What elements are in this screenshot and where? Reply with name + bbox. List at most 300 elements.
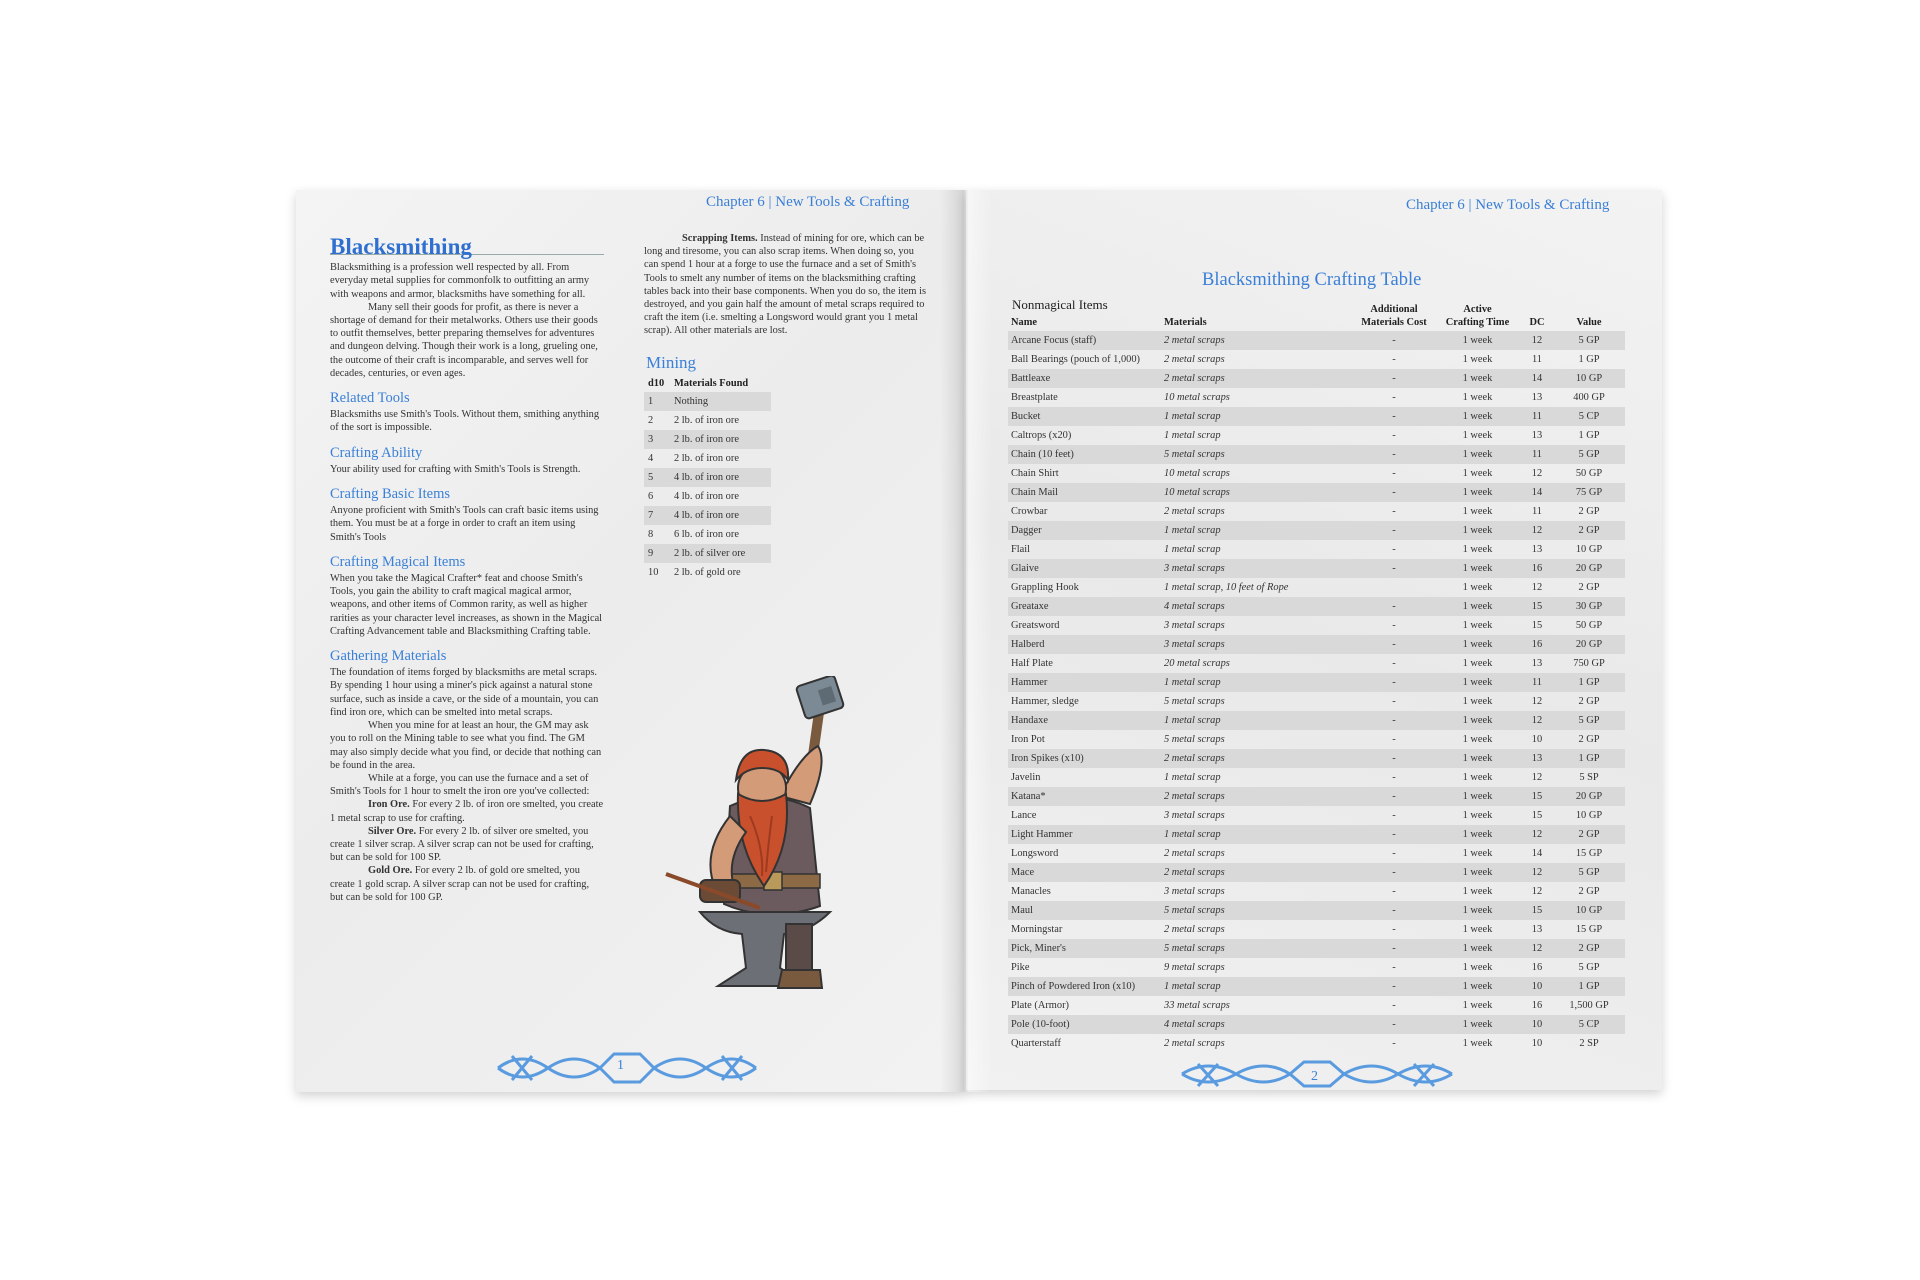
crafting-time-cell: 1 week [1434, 787, 1521, 806]
dc-cell: 11 [1521, 673, 1553, 692]
materials-cell: 1 metal scrap [1161, 825, 1354, 844]
materials-cell: 2 metal scraps [1161, 331, 1354, 350]
materials-cell: 5 metal scraps [1164, 696, 1225, 707]
table-row [1008, 844, 1625, 863]
additional-cost-cell: - [1354, 787, 1434, 806]
value-cell: 1 GP [1553, 673, 1625, 692]
item-name-cell: Plate (Armor) [1011, 1000, 1069, 1011]
mining-material-cell: 2 lb. of iron ore [674, 452, 739, 464]
item-name-cell: Breastplate [1011, 392, 1058, 403]
item-name-cell: Hammer, sledge [1011, 696, 1079, 707]
materials-cell: 10 metal scraps [1164, 392, 1230, 403]
crafting-time-cell: 1 week [1434, 483, 1521, 502]
iron-ore-rule [330, 798, 604, 824]
item-name-cell: Katana* [1008, 787, 1161, 806]
dc-cell: 11 [1531, 354, 1542, 365]
crafting-time-cell: 1 week [1434, 635, 1521, 654]
table-row [1008, 920, 1625, 939]
value-cell: 2 GP [1578, 506, 1600, 517]
gold-ore-rule [330, 864, 604, 904]
materials-cell: 10 metal scraps [1161, 483, 1354, 502]
mining-header-materials: Materials Found [674, 377, 749, 389]
additional-cost-cell: - [1392, 468, 1396, 479]
dwarf-blacksmith-illustration [660, 676, 890, 1000]
crafting-time-cell: 1 week [1462, 658, 1493, 669]
additional-cost-cell: - [1392, 772, 1396, 783]
crafting-time-cell: 1 week [1434, 673, 1521, 692]
item-name-cell: Chain Mail [1008, 483, 1161, 502]
value-cell: 2 GP [1578, 582, 1600, 593]
dc-cell: 10 [1531, 734, 1543, 745]
value-cell: 10 GP [1575, 810, 1603, 821]
item-name-cell: Halberd [1008, 635, 1161, 654]
book-spine [940, 190, 992, 1092]
craft-table-title: Blacksmithing Crafting Table [1202, 270, 1422, 290]
table-row [1008, 977, 1625, 996]
intro-paragraph-1: Blacksmithing is a profession well respected by all. From everyday metal supplies for commonfolk to outfitting an army with weapons and armor, blacksmiths have something for all. [330, 262, 590, 300]
dc-cell: 15 [1521, 597, 1553, 616]
additional-cost-cell: - [1354, 711, 1434, 730]
value-cell: 5 SP [1579, 772, 1599, 783]
value-cell: 5 GP [1553, 711, 1625, 730]
dc-cell: 13 [1531, 924, 1543, 935]
additional-cost-cell: - [1354, 635, 1434, 654]
page-number-right: 2 [1311, 1069, 1318, 1084]
materials-cell: 2 metal scraps [1161, 863, 1354, 882]
materials-cell: 1 metal scrap [1164, 430, 1221, 441]
mining-heading: Mining [646, 352, 697, 372]
iron-ore-text: For every 2 lb. of iron ore smelted, you create 1 metal scrap to use for crafting. [330, 799, 604, 824]
additional-cost-cell: - [1354, 977, 1434, 996]
dc-cell: 14 [1531, 848, 1543, 859]
materials-cell: 2 metal scraps [1161, 369, 1354, 388]
table-row [1008, 768, 1625, 787]
basic-items-heading: Crafting Basic Items [330, 486, 451, 503]
iron-ore-lead: Iron Ore. [368, 799, 410, 811]
item-name-cell: Half Plate [1011, 658, 1053, 669]
mining-row [644, 468, 771, 487]
additional-cost-cell: - [1354, 559, 1434, 578]
dc-cell: 10 [1521, 1015, 1553, 1034]
crafting-time-cell: 1 week [1462, 430, 1493, 441]
value-cell: 15 GP [1575, 848, 1603, 859]
additional-cost-cell: - [1354, 597, 1434, 616]
table-row [1008, 635, 1625, 654]
materials-cell: 2 metal scraps [1164, 848, 1225, 859]
dc-cell: 15 [1531, 810, 1543, 821]
table-row [1008, 1015, 1625, 1034]
mining-roll-cell: 5 [644, 468, 670, 487]
table-row [1008, 939, 1625, 958]
gold-ore-text: For every 2 lb. of gold ore smelted, you create 1 gold scrap. A silver scrap can not be used for crafting, but can be sold for 100 GP. [330, 865, 590, 903]
mining-roll-cell: 8 [648, 528, 654, 540]
item-name-cell: Longsword [1011, 848, 1059, 859]
dc-cell: 12 [1521, 331, 1553, 350]
mining-roll-cell: 10 [648, 566, 659, 578]
value-cell: 2 GP [1553, 939, 1625, 958]
additional-cost-cell: - [1392, 848, 1396, 859]
additional-cost-cell: - [1354, 445, 1434, 464]
running-head-left: Chapter 6 | New Tools & Crafting [706, 194, 910, 210]
item-name-cell: Greatsword [1011, 620, 1060, 631]
dc-cell: 14 [1521, 369, 1553, 388]
mining-roll-cell: 2 [648, 414, 654, 426]
table-row [1008, 749, 1625, 768]
mining-row [644, 411, 771, 430]
table-row [1008, 806, 1625, 825]
crafting-time-cell: 1 week [1462, 886, 1493, 897]
materials-cell: 3 metal scraps [1161, 635, 1354, 654]
materials-cell: 1 metal scrap [1164, 544, 1221, 555]
gathering-heading: Gathering Materials [330, 648, 447, 665]
crafting-time-cell: 1 week [1462, 1000, 1493, 1011]
mining-roll-cell: 4 [648, 452, 654, 464]
materials-cell: 2 metal scraps [1161, 787, 1354, 806]
additional-cost-cell: - [1392, 962, 1396, 973]
crafting-time-cell: 1 week [1462, 544, 1493, 555]
dc-cell: 12 [1521, 825, 1553, 844]
additional-cost-cell [1354, 578, 1434, 597]
item-name-cell: Hammer [1008, 673, 1161, 692]
table-row [1008, 711, 1625, 730]
additional-cost-cell: - [1392, 620, 1396, 631]
additional-cost-cell: - [1392, 544, 1396, 555]
materials-cell: 3 metal scraps [1161, 559, 1354, 578]
table-row [1008, 369, 1625, 388]
dc-cell: 12 [1521, 711, 1553, 730]
item-name-cell: Lance [1011, 810, 1037, 821]
item-name-cell: Caltrops (x20) [1011, 430, 1072, 441]
header-additional-cost: Additional Materials Cost [1361, 304, 1427, 328]
running-head-right: Chapter 6 | New Tools & Crafting [1406, 197, 1610, 213]
value-cell: 20 GP [1553, 635, 1625, 654]
dc-cell: 15 [1531, 620, 1543, 631]
crafting-time-cell: 1 week [1434, 331, 1521, 350]
table-row [1008, 407, 1625, 426]
dc-cell: 12 [1521, 863, 1553, 882]
value-cell: 1 GP [1578, 354, 1600, 365]
additional-cost-cell: - [1354, 939, 1434, 958]
value-cell: 2 GP [1553, 521, 1625, 540]
mining-material-cell: 2 lb. of silver ore [670, 544, 771, 563]
crafting-time-cell: 1 week [1462, 810, 1493, 821]
additional-cost-cell: - [1392, 430, 1396, 441]
value-cell: 75 GP [1553, 483, 1625, 502]
materials-cell: 4 metal scraps [1161, 597, 1354, 616]
crafting-time-cell: 1 week [1462, 924, 1493, 935]
crafting-time-cell: 1 week [1434, 521, 1521, 540]
left-column-1 [330, 234, 604, 904]
nonmagical-section-label: Nonmagical Items [1012, 297, 1108, 312]
table-row [1008, 597, 1625, 616]
materials-cell: 5 metal scraps [1161, 939, 1354, 958]
item-name-cell: Pick, Miner's [1008, 939, 1161, 958]
item-name-cell: Maul [1008, 901, 1161, 920]
item-name-cell: Iron Spikes (x10) [1008, 749, 1161, 768]
additional-cost-cell: - [1392, 506, 1396, 517]
crafting-time-cell: 1 week [1462, 734, 1493, 745]
additional-cost-cell: - [1392, 924, 1396, 935]
materials-cell: 1 metal scrap [1161, 673, 1354, 692]
table-row [1008, 483, 1625, 502]
knotwork-ornament-left [492, 1048, 762, 1088]
crafting-time-cell: 1 week [1434, 369, 1521, 388]
value-cell: 400 GP [1573, 392, 1605, 403]
mining-row [644, 525, 771, 544]
mining-material-cell: 2 lb. of iron ore [670, 430, 771, 449]
item-name-cell: Arcane Focus (staff) [1008, 331, 1161, 350]
mining-row [644, 449, 771, 468]
mining-roll-cell: 3 [644, 430, 670, 449]
materials-cell: 5 metal scraps [1164, 734, 1225, 745]
additional-cost-cell: - [1354, 521, 1434, 540]
item-name-cell: Dagger [1008, 521, 1161, 540]
crafting-time-cell: 1 week [1462, 962, 1493, 973]
item-name-cell: Pinch of Powdered Iron (x10) [1008, 977, 1161, 996]
dc-cell: 12 [1531, 582, 1543, 593]
mining-roll-cell: 1 [644, 392, 670, 411]
value-cell: 10 GP [1553, 901, 1625, 920]
value-cell: 30 GP [1553, 597, 1625, 616]
table-row [1008, 521, 1625, 540]
additional-cost-cell: - [1354, 863, 1434, 882]
crafting-time-cell: 1 week [1462, 848, 1493, 859]
materials-cell: 1 metal scrap [1164, 772, 1221, 783]
gathering-paragraph-3: While at a forge, you can use the furnace and a set of Smith's Tools for 1 hour to smelt the iron ore you've collected: [330, 772, 590, 798]
table-row [1008, 901, 1625, 920]
value-cell: 10 GP [1575, 544, 1603, 555]
value-cell: 5 GP [1553, 863, 1625, 882]
crafting-time-cell: 1 week [1462, 468, 1493, 479]
table-row [1008, 540, 1625, 559]
header-dc: DC [1529, 317, 1545, 328]
item-name-cell: Javelin [1011, 772, 1041, 783]
silver-ore-text: For every 2 lb. of silver ore smelted, you create 1 silver scrap. A silver scrap can not be used for crafting, but can be sold for 100 SP. [330, 825, 594, 864]
mining-row [644, 506, 771, 525]
table-row [1008, 692, 1625, 711]
dc-cell: 11 [1521, 407, 1553, 426]
value-cell: 2 GP [1553, 825, 1625, 844]
materials-cell: 3 metal scraps [1164, 620, 1225, 631]
table-row [1008, 996, 1625, 1015]
dc-cell: 16 [1531, 1000, 1543, 1011]
value-cell: 15 GP [1575, 924, 1603, 935]
table-row [1008, 578, 1625, 597]
dc-cell: 13 [1531, 544, 1543, 555]
value-cell: 50 GP [1575, 468, 1603, 479]
gold-ore-lead: Gold Ore. [368, 865, 413, 877]
additional-cost-cell: - [1392, 1038, 1396, 1049]
crafting-time-cell: 1 week [1434, 711, 1521, 730]
mining-row [644, 430, 771, 449]
item-name-cell: Light Hammer [1008, 825, 1161, 844]
mining-material-cell: 4 lb. of iron ore [670, 506, 771, 525]
crafting-time-cell: 1 week [1434, 559, 1521, 578]
magical-items-text: When you take the Magical Crafter* feat and choose Smith's Tools, you gain the ability to craft magical magical armor, weapons, and other items of Common rarity, as well as higher rarities as your character level increases, as shown in the Magical Crafting Advancement table and Blacksmithing Crafting table. [330, 573, 603, 637]
value-cell: 2 GP [1578, 886, 1600, 897]
header-value: Value [1576, 317, 1602, 328]
value-cell: 1 GP [1578, 430, 1600, 441]
mining-row [644, 392, 771, 411]
materials-cell: 2 metal scraps [1164, 506, 1225, 517]
dc-cell: 13 [1531, 658, 1543, 669]
value-cell: 50 GP [1575, 620, 1603, 631]
table-row [1008, 502, 1625, 521]
dc-cell: 13 [1531, 392, 1543, 403]
materials-cell: 1 metal scrap, 10 feet of Rope [1164, 582, 1289, 593]
header-name: Name [1011, 317, 1037, 328]
additional-cost-cell: - [1354, 407, 1434, 426]
item-name-cell: Manacles [1011, 886, 1051, 897]
value-cell: 5 GP [1578, 962, 1600, 973]
additional-cost-cell: - [1392, 810, 1396, 821]
value-cell: 5 CP [1553, 1015, 1625, 1034]
item-name-cell: Crowbar [1011, 506, 1048, 517]
table-row [1008, 958, 1625, 977]
additional-cost-cell: - [1392, 392, 1396, 403]
dc-cell: 13 [1531, 430, 1543, 441]
item-name-cell: Flail [1011, 544, 1031, 555]
table-row [1008, 1034, 1625, 1053]
additional-cost-cell: - [1354, 825, 1434, 844]
additional-cost-cell: - [1354, 673, 1434, 692]
materials-cell: 2 metal scraps [1164, 354, 1225, 365]
crafting-time-cell: 1 week [1434, 863, 1521, 882]
table-row [1008, 616, 1625, 635]
crafting-time-cell: 1 week [1434, 901, 1521, 920]
left-column-2 [644, 232, 930, 582]
dc-cell: 12 [1531, 696, 1543, 707]
additional-cost-cell: - [1392, 734, 1396, 745]
value-cell: 20 GP [1553, 787, 1625, 806]
materials-cell: 3 metal scraps [1164, 810, 1225, 821]
page-number-left: 1 [617, 1058, 624, 1073]
blacksmithing-crafting-table [1008, 303, 1625, 1053]
magical-items-heading: Crafting Magical Items [330, 553, 466, 570]
value-cell: 2 GP [1578, 696, 1600, 707]
materials-cell: 4 metal scraps [1161, 1015, 1354, 1034]
materials-cell: 33 metal scraps [1164, 1000, 1230, 1011]
materials-cell: 9 metal scraps [1164, 962, 1225, 973]
table-row [1008, 445, 1625, 464]
mining-row [644, 544, 771, 563]
crafting-time-cell: 1 week [1434, 749, 1521, 768]
scrapping-lead: Scrapping Items. [682, 233, 758, 244]
item-name-cell: Pike [1011, 962, 1030, 973]
item-name-cell: Grappling Hook [1011, 582, 1079, 593]
crafting-time-cell: 1 week [1434, 445, 1521, 464]
gathering-paragraph-2: When you mine for at least an hour, the GM may ask you to roll on the Mining table to see what you find. The GM may also simply decide what you find, or decide that nothing can be found in the area. [330, 720, 602, 771]
silver-ore-lead: Silver Ore. [368, 825, 417, 837]
dc-cell: 11 [1521, 445, 1553, 464]
crafting-time-cell: 1 week [1462, 392, 1493, 403]
mining-header-d10: d10 [648, 377, 665, 389]
crafting-ability-heading: Crafting Ability [330, 444, 423, 461]
silver-ore-rule [330, 825, 604, 865]
table-row [1008, 426, 1625, 445]
dc-cell: 16 [1521, 635, 1553, 654]
table-row [1008, 559, 1625, 578]
dc-cell: 10 [1521, 977, 1553, 996]
crafting-time-cell: 1 week [1434, 825, 1521, 844]
crafting-time-cell: 1 week [1462, 620, 1493, 631]
additional-cost-cell: - [1354, 901, 1434, 920]
additional-cost-cell: - [1392, 658, 1396, 669]
crafting-time-cell: 1 week [1434, 407, 1521, 426]
mining-roll-cell: 6 [648, 490, 654, 502]
table-row [1008, 388, 1625, 407]
scrapping-items-rule [644, 232, 930, 338]
additional-cost-cell: - [1392, 886, 1396, 897]
value-cell: 20 GP [1553, 559, 1625, 578]
mining-material-cell: 4 lb. of iron ore [670, 468, 771, 487]
mining-row [644, 563, 771, 582]
value-cell: 5 GP [1553, 445, 1625, 464]
materials-cell: 5 metal scraps [1161, 901, 1354, 920]
mining-material-cell: 2 lb. of gold ore [674, 566, 741, 578]
header-crafting-time: Active Crafting Time [1445, 304, 1510, 328]
materials-cell: 2 metal scraps [1161, 749, 1354, 768]
additional-cost-cell: - [1354, 749, 1434, 768]
materials-cell: 1 metal scrap [1161, 407, 1354, 426]
value-cell: 5 GP [1553, 331, 1625, 350]
additional-cost-cell: - [1392, 696, 1396, 707]
mining-material-cell: 6 lb. of iron ore [674, 528, 739, 540]
crafting-ability-text: Your ability used for crafting with Smith's Tools is Strength. [330, 463, 581, 475]
value-cell: 2 SP [1579, 1038, 1599, 1049]
materials-cell: 20 metal scraps [1164, 658, 1230, 669]
item-name-cell: Glaive [1008, 559, 1161, 578]
mining-material-cell: 2 lb. of iron ore [674, 414, 739, 426]
related-tools-text: Blacksmiths use Smith's Tools. Without them, smithing anything of the sort is impossible. [330, 409, 600, 434]
table-row [1008, 825, 1625, 844]
item-name-cell: Iron Pot [1011, 734, 1045, 745]
additional-cost-cell: - [1354, 1015, 1434, 1034]
crafting-time-cell: 1 week [1462, 506, 1493, 517]
item-name-cell: Battleaxe [1008, 369, 1161, 388]
header-materials: Materials [1164, 317, 1207, 328]
crafting-time-cell: 1 week [1462, 772, 1493, 783]
crafting-time-cell: 1 week [1462, 582, 1493, 593]
item-name-cell: Morningstar [1011, 924, 1063, 935]
table-row [1008, 331, 1625, 350]
item-name-cell: Handaxe [1008, 711, 1161, 730]
value-cell: 1 GP [1553, 749, 1625, 768]
mining-roll-cell: 9 [644, 544, 670, 563]
materials-cell: 10 metal scraps [1164, 468, 1230, 479]
item-name-cell: Pole (10-foot) [1008, 1015, 1161, 1034]
intro-paragraph-2: Many sell their goods for profit, as there is never a shortage of demand for their metalworks. Others use their goods to outfit themselves, better preparing themselves for adventures and dungeon delving. Though their work is a long, grueling one, the outcome of their craft is incomparable, and serves well for decades, centuries, or even ages. [330, 301, 598, 379]
value-cell: 5 CP [1553, 407, 1625, 426]
additional-cost-cell: - [1354, 331, 1434, 350]
crafting-time-cell: 1 week [1462, 354, 1493, 365]
dc-cell: 16 [1521, 559, 1553, 578]
value-cell: 1,500 GP [1569, 1000, 1609, 1011]
mining-table [644, 375, 771, 582]
item-name-cell: Bucket [1008, 407, 1161, 426]
scrapping-text: Instead of mining for ore, which can be long and tiresome, you can also scrap items. When doing so, you can spend 1 hour at a forge to use the furnace and a set of Smith's Tools to smelt any number of items on the blacksmithing crafting tables back into their base components. When you do so, the item is destroyed, and you gain half the amount of metal scraps required to craft the item (i.e. smelting a Longsword would grant you 1 metal scrap). All other materials are lost. [644, 233, 927, 337]
basic-items-text: Anyone proficient with Smith's Tools can craft basic items using them. You must be at a forge in order to craft an item using Smith's Tools [330, 505, 599, 543]
additional-cost-cell: - [1354, 369, 1434, 388]
dc-cell: 16 [1531, 962, 1543, 973]
dc-cell: 14 [1521, 483, 1553, 502]
materials-cell: 5 metal scraps [1161, 445, 1354, 464]
related-tools-heading: Related Tools [330, 390, 410, 407]
value-cell: 750 GP [1573, 658, 1605, 669]
crafting-time-cell: 1 week [1434, 977, 1521, 996]
item-name-cell: Chain Shirt [1011, 468, 1059, 479]
item-name-cell: Mace [1008, 863, 1161, 882]
